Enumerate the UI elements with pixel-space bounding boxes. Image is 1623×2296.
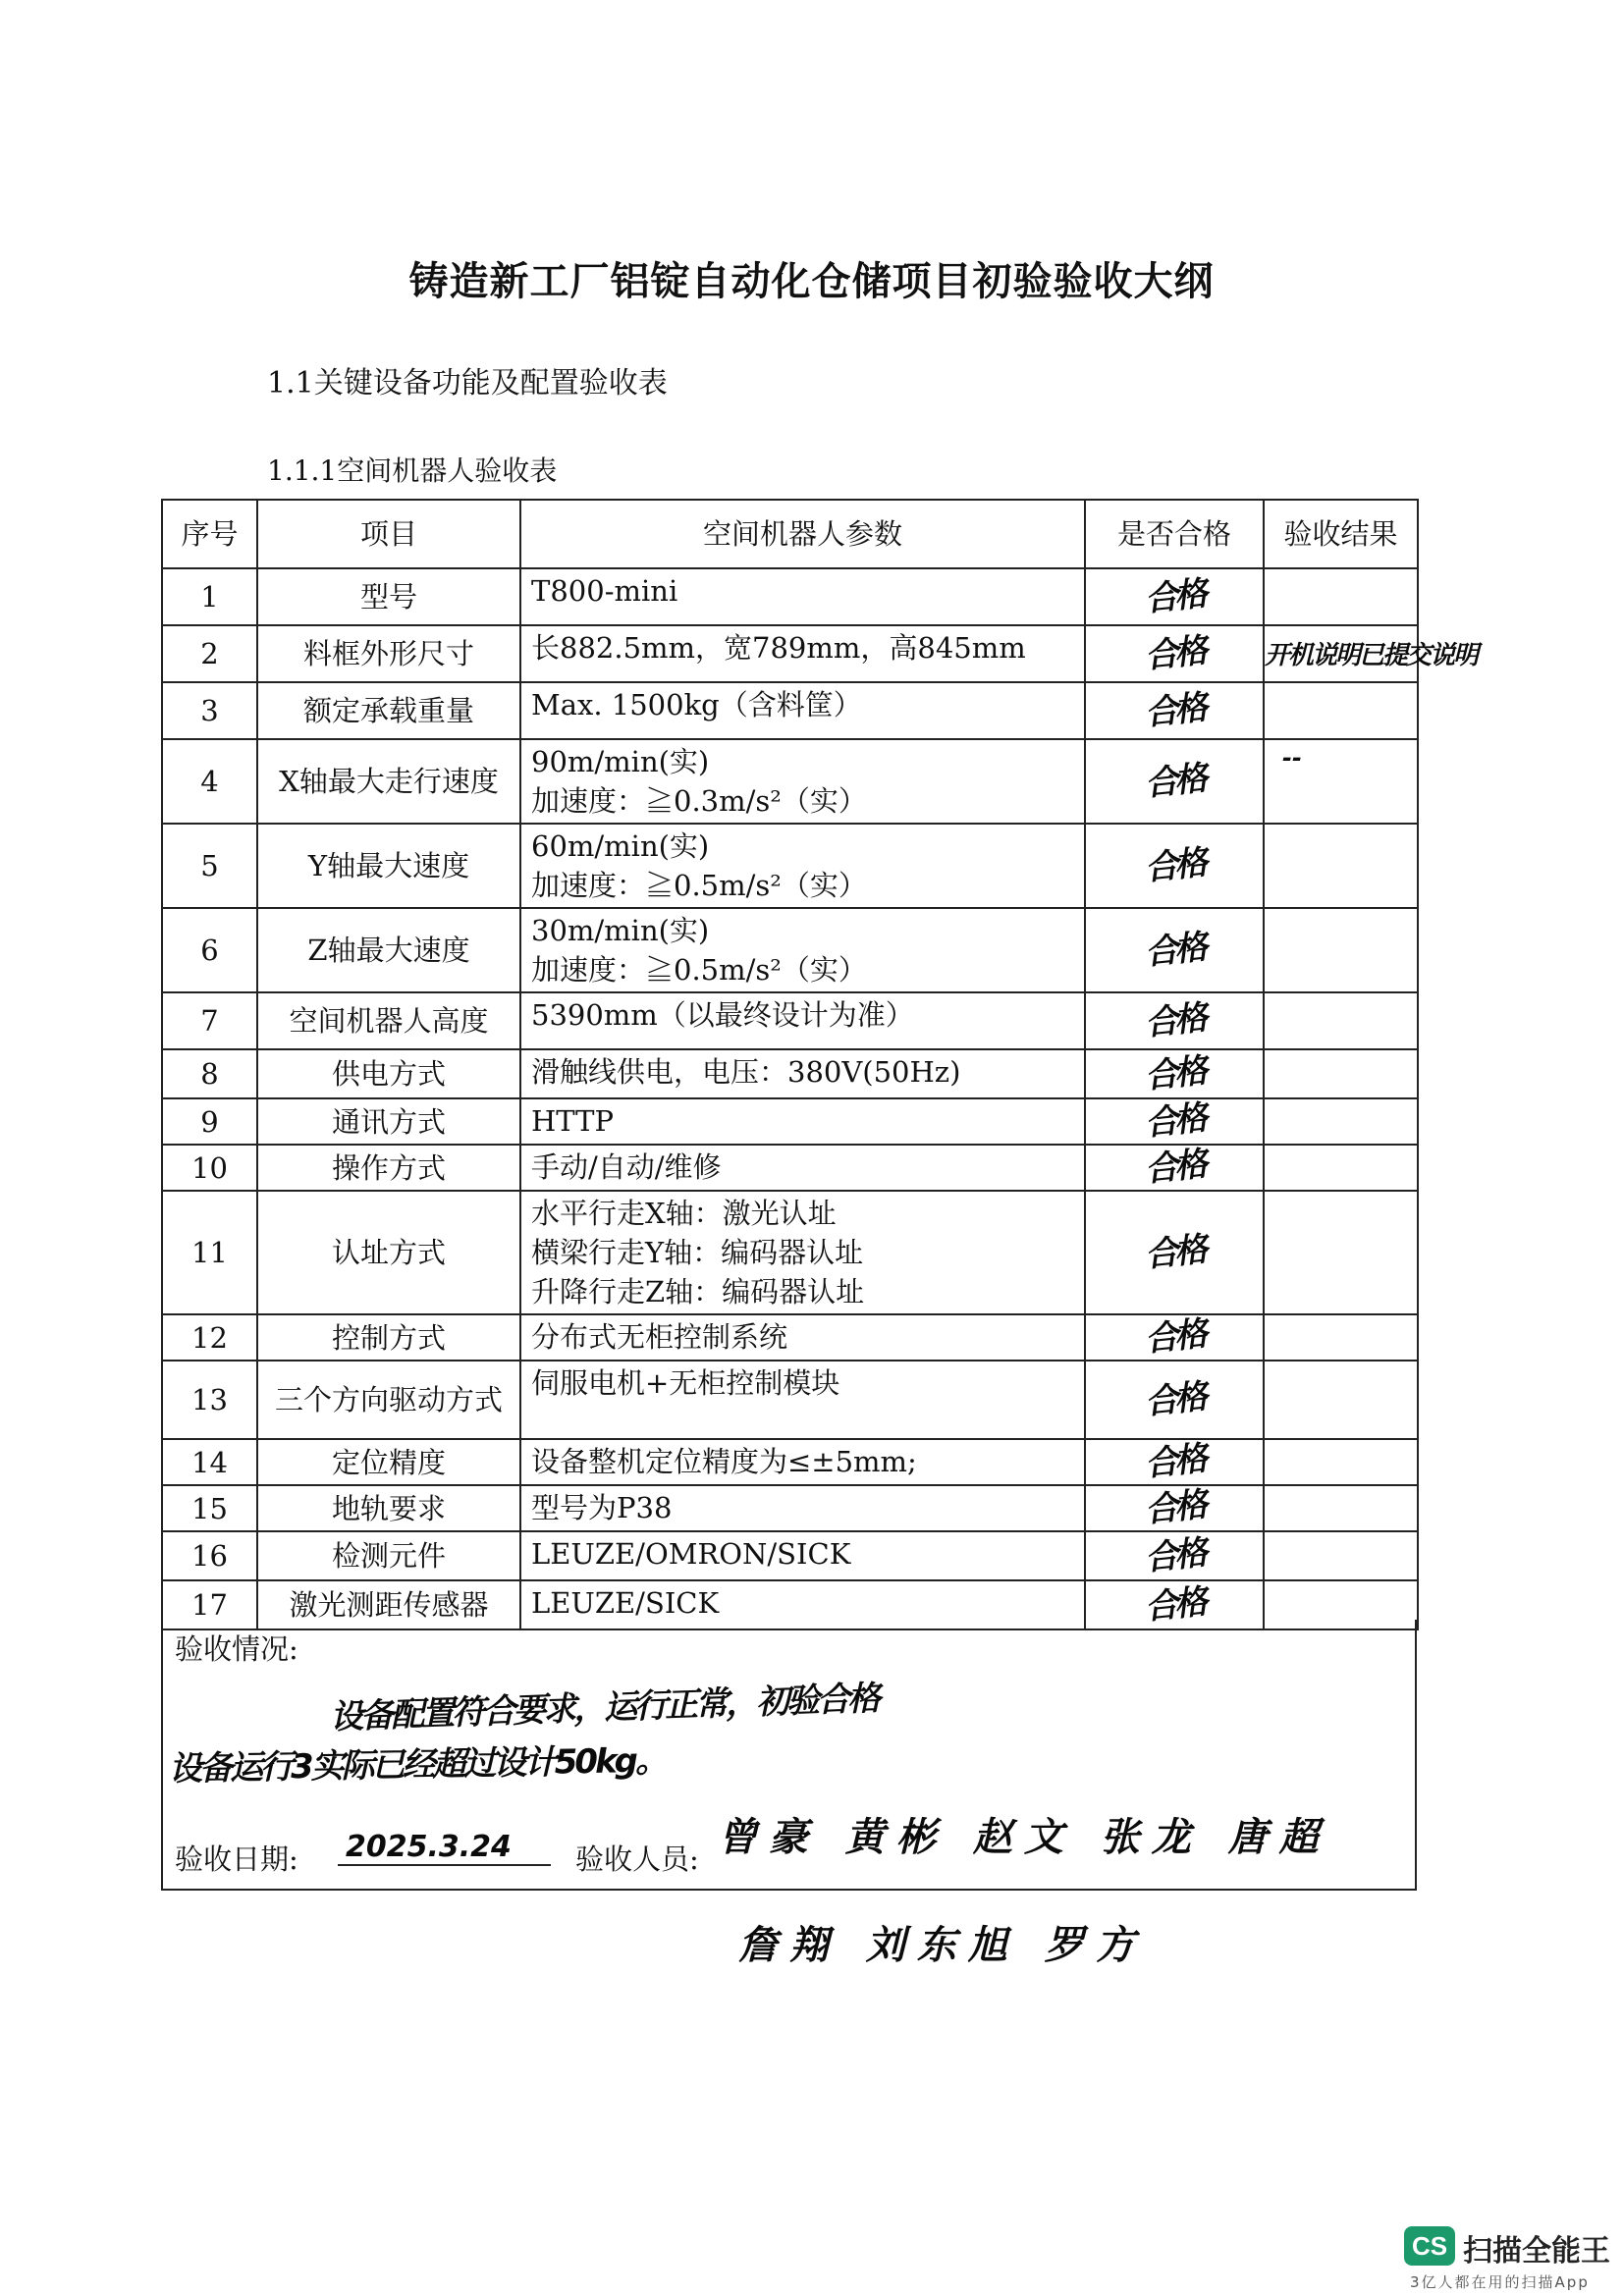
table-row <box>162 1191 1418 1314</box>
date-value: 2025.3.24 <box>338 1830 551 1866</box>
param-line: 加速度：≧0.5m/s²（实） <box>531 953 867 987</box>
condition-handwritten-line-2: 设备运行3实际已经超过设计50kg。 <box>168 1740 667 1789</box>
row-result-cell <box>1264 568 1418 625</box>
table-row <box>162 1314 1418 1361</box>
row-number: 14 <box>162 1439 257 1485</box>
row-number: 4 <box>162 739 257 824</box>
row-result-cell <box>1264 908 1418 992</box>
table-row <box>162 992 1418 1049</box>
pass-mark: 合格 <box>1143 1581 1206 1628</box>
row-result-cell <box>1264 682 1418 739</box>
header-params: 空间机器人参数 <box>520 500 1085 568</box>
header-item: 项目 <box>257 500 520 568</box>
row-item: 认址方式 <box>257 1191 520 1314</box>
param-line: 滑触线供电，电压：380V(50Hz) <box>531 1055 961 1089</box>
row-item: 激光测距传感器 <box>257 1580 520 1629</box>
row-result-cell <box>1264 625 1478 682</box>
row-item: 供电方式 <box>257 1049 520 1098</box>
condition-label: 验收情况: <box>175 1632 298 1666</box>
row-number: 2 <box>162 625 257 682</box>
result-note: 开机说明已提交说明 <box>1265 641 1478 670</box>
param-line: 升降行走Z轴：编码器认址 <box>531 1275 865 1308</box>
row-result-cell <box>1264 1485 1418 1531</box>
row-number: 6 <box>162 908 257 992</box>
row-number: 7 <box>162 992 257 1049</box>
row-item: 定位精度 <box>257 1439 520 1485</box>
row-params <box>520 908 1085 992</box>
row-item: 料框外形尺寸 <box>257 625 520 682</box>
header-no: 序号 <box>162 500 257 568</box>
header-result: 验收结果 <box>1264 500 1418 568</box>
row-item: 额定承载重量 <box>257 682 520 739</box>
acceptance-summary-box <box>161 1620 1417 1891</box>
table-header-row <box>162 500 1418 568</box>
row-params <box>520 1439 1085 1485</box>
table-caption: 1.1.1空间机器人验收表 <box>267 454 558 487</box>
row-params <box>520 739 1085 824</box>
row-pass-cell <box>1085 1531 1264 1580</box>
row-item: 三个方向驱动方式 <box>257 1361 520 1439</box>
param-line: 水平行走X轴：激光认址 <box>531 1197 837 1230</box>
table-body <box>162 568 1478 1629</box>
row-number: 12 <box>162 1314 257 1361</box>
table-row <box>162 1049 1418 1098</box>
param-line: 设备整机定位精度为≤±5mm; <box>531 1445 917 1478</box>
param-line: LEUZE/OMRON/SICK <box>531 1537 851 1571</box>
row-result-cell <box>1264 1439 1418 1485</box>
row-pass-cell <box>1085 908 1264 992</box>
date-label: 验收日期: <box>175 1842 298 1876</box>
row-pass-cell <box>1085 1191 1264 1314</box>
param-line: 加速度：≧0.3m/s²（实） <box>531 784 867 818</box>
row-params <box>520 1145 1085 1191</box>
row-result-cell <box>1264 1361 1418 1439</box>
row-result-cell <box>1264 1049 1418 1098</box>
row-number: 8 <box>162 1049 257 1098</box>
param-line: 90m/min(实) <box>531 745 710 778</box>
pass-mark: 合格 <box>1143 1484 1206 1531</box>
param-line: 型号为P38 <box>531 1491 673 1524</box>
camscanner-brand: 扫描全能王 <box>1463 2234 1610 2269</box>
table-row <box>162 1361 1418 1439</box>
row-params <box>520 1098 1085 1145</box>
row-item: 地轨要求 <box>257 1485 520 1531</box>
row-number: 1 <box>162 568 257 625</box>
param-line: 加速度：≧0.5m/s²（实） <box>531 869 867 902</box>
row-item: Y轴最大速度 <box>257 824 520 908</box>
staff-label: 验收人员: <box>575 1842 699 1876</box>
pass-mark: 合格 <box>1143 1532 1206 1578</box>
row-params <box>520 824 1085 908</box>
pass-mark: 合格 <box>1143 927 1206 973</box>
pass-mark: 合格 <box>1143 842 1206 888</box>
row-number: 17 <box>162 1580 257 1629</box>
param-line: 手动/自动/维修 <box>531 1150 722 1184</box>
param-line: T800-mini <box>531 574 678 608</box>
param-line: 横梁行走Y轴：编码器认址 <box>531 1236 864 1269</box>
document-title: 铸造新工厂铝锭自动化仓储项目初验验收大纲 <box>408 258 1215 304</box>
row-item: X轴最大走行速度 <box>257 739 520 824</box>
row-number: 15 <box>162 1485 257 1531</box>
row-pass-cell <box>1085 1361 1264 1439</box>
row-pass-cell <box>1085 824 1264 908</box>
row-result-cell <box>1264 739 1418 824</box>
row-number: 10 <box>162 1145 257 1191</box>
table-row <box>162 1145 1418 1191</box>
row-pass-cell <box>1085 568 1264 625</box>
table-row <box>162 1485 1418 1531</box>
row-params <box>520 1361 1085 1439</box>
pass-mark: 合格 <box>1143 1229 1206 1275</box>
pass-mark: 合格 <box>1143 573 1206 619</box>
table-row <box>162 625 1418 682</box>
row-result-cell <box>1264 1145 1418 1191</box>
row-pass-cell <box>1085 682 1264 739</box>
param-line: Max. 1500kg（含料筐） <box>531 688 862 721</box>
camscanner-tagline: 3亿人都在用的扫描App <box>1410 2273 1590 2291</box>
row-params <box>520 568 1085 625</box>
row-pass-cell <box>1085 1145 1264 1191</box>
table-row <box>162 1531 1418 1580</box>
row-number: 11 <box>162 1191 257 1314</box>
row-params <box>520 992 1085 1049</box>
row-params <box>520 625 1085 682</box>
param-line: 分布式无柜控制系统 <box>531 1320 788 1354</box>
row-number: 16 <box>162 1531 257 1580</box>
param-line: 60m/min(实) <box>531 829 710 863</box>
camscanner-logo: CS <box>1404 2226 1455 2266</box>
param-line: HTTP <box>531 1104 615 1138</box>
param-line: 长882.5mm，宽789mm，高845mm <box>531 631 1026 665</box>
row-params <box>520 1314 1085 1361</box>
param-line: LEUZE/SICK <box>531 1586 720 1620</box>
row-result-cell <box>1264 1191 1418 1314</box>
table-row <box>162 739 1418 824</box>
pass-mark: 合格 <box>1143 758 1206 804</box>
row-pass-cell <box>1085 1049 1264 1098</box>
row-item: 空间机器人高度 <box>257 992 520 1049</box>
row-number: 13 <box>162 1361 257 1439</box>
row-result-cell <box>1264 1531 1418 1580</box>
result-note: -- <box>1282 744 1302 772</box>
row-result-cell <box>1264 824 1418 908</box>
param-line: 30m/min(实) <box>531 914 710 947</box>
param-line: 伺服电机+无柜控制模块 <box>531 1366 840 1400</box>
pass-mark: 合格 <box>1143 1097 1206 1145</box>
table-row <box>162 568 1418 625</box>
row-params <box>520 1531 1085 1580</box>
row-params <box>520 1485 1085 1531</box>
row-item: 控制方式 <box>257 1314 520 1361</box>
row-number: 5 <box>162 824 257 908</box>
row-params <box>520 1191 1085 1314</box>
table-row <box>162 1098 1418 1145</box>
pass-mark: 合格 <box>1143 687 1206 733</box>
row-pass-cell <box>1085 739 1264 824</box>
row-number: 9 <box>162 1098 257 1145</box>
pass-mark: 合格 <box>1143 1376 1206 1422</box>
row-pass-cell <box>1085 1098 1264 1145</box>
row-item: 型号 <box>257 568 520 625</box>
row-item: 操作方式 <box>257 1145 520 1191</box>
row-result-cell <box>1264 1314 1418 1361</box>
pass-mark: 合格 <box>1143 1050 1206 1096</box>
table-row <box>162 908 1418 992</box>
pass-mark: 合格 <box>1143 1438 1206 1485</box>
row-number: 3 <box>162 682 257 739</box>
row-result-cell <box>1264 992 1418 1049</box>
condition-handwritten-line-1: 设备配置符合要求，运行正常，初验合格 <box>329 1679 879 1737</box>
pass-mark: 合格 <box>1143 997 1206 1043</box>
param-line: 5390mm（以最终设计为准） <box>531 998 914 1032</box>
section-heading: 1.1关键设备功能及配置验收表 <box>267 366 668 400</box>
signatures-row-2: 詹翔 刘东旭 罗方 <box>738 1923 1147 1968</box>
pass-mark: 合格 <box>1143 1313 1206 1361</box>
row-pass-cell <box>1085 1439 1264 1485</box>
table-row <box>162 1439 1418 1485</box>
row-item: 通讯方式 <box>257 1098 520 1145</box>
row-item: Z轴最大速度 <box>257 908 520 992</box>
row-pass-cell <box>1085 992 1264 1049</box>
row-pass-cell <box>1085 1314 1264 1361</box>
row-params <box>520 1049 1085 1098</box>
row-item: 检测元件 <box>257 1531 520 1580</box>
row-pass-cell <box>1085 625 1264 682</box>
signatures-row-1: 曾豪 黄彬 赵文 张龙 唐超 <box>718 1815 1330 1860</box>
pass-mark: 合格 <box>1143 630 1206 676</box>
pass-mark: 合格 <box>1143 1144 1206 1191</box>
table-row <box>162 682 1418 739</box>
row-params <box>520 682 1085 739</box>
row-result-cell <box>1264 1098 1418 1145</box>
row-pass-cell <box>1085 1485 1264 1531</box>
acceptance-table <box>161 499 1478 1630</box>
table-row <box>162 824 1418 908</box>
header-pass: 是否合格 <box>1085 500 1264 568</box>
